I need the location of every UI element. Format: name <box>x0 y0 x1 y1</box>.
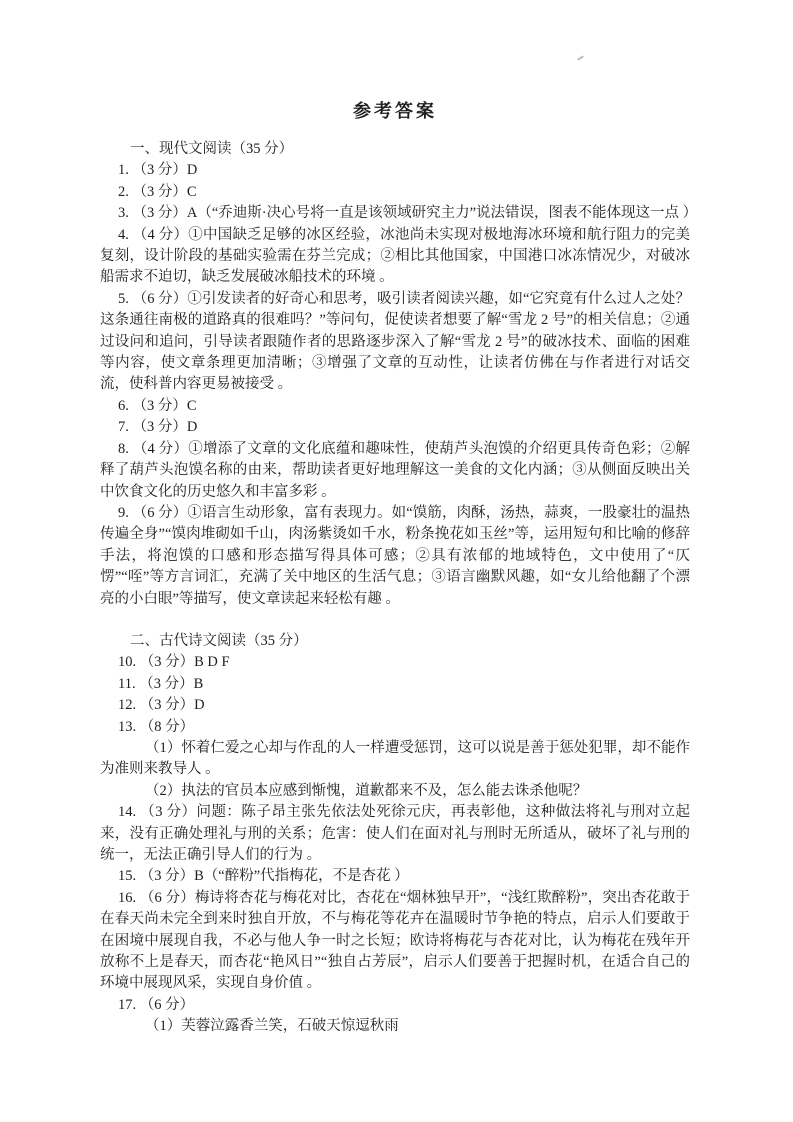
answer-paragraph: 7. （3 分）D <box>118 419 198 436</box>
answer-body <box>100 139 698 1038</box>
answer-paragraph: 13. （8 分） <box>118 718 195 735</box>
sub-answer-paragraph: （2）执法的官员本应感到惭愧，道歉都来不及，怎么能去诛杀他呢？ <box>145 782 588 799</box>
page-title: 参考答案 <box>353 101 437 121</box>
answer-paragraph: 12. （3 分）D <box>118 697 205 714</box>
answer-paragraph: 9. （6 分）①语言生动形象，富有表现力。如“馍筋，肉酥，汤热，蒜爽，一股豪壮的温热传遍全身”“馍肉堆砌如千山，肉汤紫烫如千水，粉条挽花如玉丝”等，运用短句和比喻的修辞手法，将泡馍的口感和形态描写得具体可感；②具有浓郁的地域特色，文中使用了“仄愣”“咥”等方言词汇，充满了关中地区的生活气息；③语言幽默风趣，如“女儿给他翻了个漂亮的小白眼”等描写，使文章读起来轻松有趣 。 <box>100 504 690 607</box>
answer-paragraph: 3. （3 分）A（“乔迪斯·决心号将一直是该领域研究主力”说法错误，图表不能体现这一点 ） <box>118 205 698 222</box>
answer-paragraph: 5. （6 分）①引发读者的好奇心和思考，吸引读者阅读兴趣，如“它究竟有什么过人之处？这条通往南极的道路真的很难吗？”等问句，促使读者想要了解“雪龙 2 号”的相关信息；②通过设问和追问，引导读者跟随作者的思路逐步深入了解“雪龙 2 号”的破冰技术、面临的困难等内容，使文章条理更加清晰；③增强了文章的互动性，让读者仿佛在与作者进行对话交流，使科普内容更易被接受 。 <box>100 290 690 393</box>
answer-paragraph: 11. （3 分）B <box>118 675 204 692</box>
answer-paragraph: 16. （6 分）梅诗将杏花与梅花对比，杏花在“烟林独早开”，“浅红欺醉粉”，突出杏花敢于在春天尚未完全到来时独自开放，不与梅花等花卉在温暖时节争艳的特点，启示人们要敢于在困境中展现自我，不必与他人争一时之长短；欧诗将梅花与杏花对比，认为梅花在残年开放称不上是春天，而杏花“艳风日”“独自占芳辰”，启示人们要善于把握时机，在适合自己的环境中展现风采，实现自身价值 。 <box>100 889 690 992</box>
answer-paragraph: 14. （3 分）问题：陈子昂主张先依法处死徐元庆，再表彰他，这种做法将礼与刑对立起来，没有正确处理礼与刑的关系；危害：使人们在面对礼与刑时无所适从，破坏了礼与刑的统一，无法正确引导人们的行为 。 <box>100 804 690 863</box>
answer-paragraph: 2. （3 分）C <box>118 183 197 200</box>
sub-answer-paragraph: （1）芙蓉泣露香兰笑，石破天惊逗秋雨 <box>145 1018 399 1035</box>
answer-paragraph: 10. （3 分）B D F <box>118 654 230 671</box>
answer-paragraph: 4. （4 分）①中国缺乏足够的冰区经验，冰池尚未实现对极地海冰环境和航行阻力的完美复刻，设计阶段的基础实验需在芬兰完成；②相比其他国家，中国港口冰冻情况少，对破冰船需求不迫切，缺乏发展破冰船技术的环境 。 <box>100 226 690 286</box>
answer-paragraph: 8. （4 分）①增添了文章的文化底蕴和趣味性，使葫芦头泡馍的介绍更具传奇色彩；②解释了葫芦头泡馍名称的由来，帮助读者更好地理解这一美食的文化内涵；③从侧面反映出关中饮食文化的历史悠久和丰富多彩 。 <box>100 440 690 500</box>
answer-paragraph: 1. （3 分）D <box>118 162 198 179</box>
answer-paragraph: 17. （6 分） <box>118 996 195 1013</box>
answer-paragraph: 6. （3 分）C <box>118 397 197 414</box>
section-heading: 二、古代诗文阅读（35 分） <box>130 632 308 649</box>
section-heading: 一、现代文阅读（35 分） <box>130 141 294 157</box>
spacer <box>100 610 690 631</box>
answer-paragraph: 15. （3 分）B（“醉粉”代指梅花，不是杏花 ） <box>118 868 409 885</box>
sub-answer-paragraph: （1）怀着仁爱之心却与作乱的人一样遭受惩罚，这可以说是善于惩处犯罪，却不能作为准则来教导人 。 <box>100 739 690 778</box>
